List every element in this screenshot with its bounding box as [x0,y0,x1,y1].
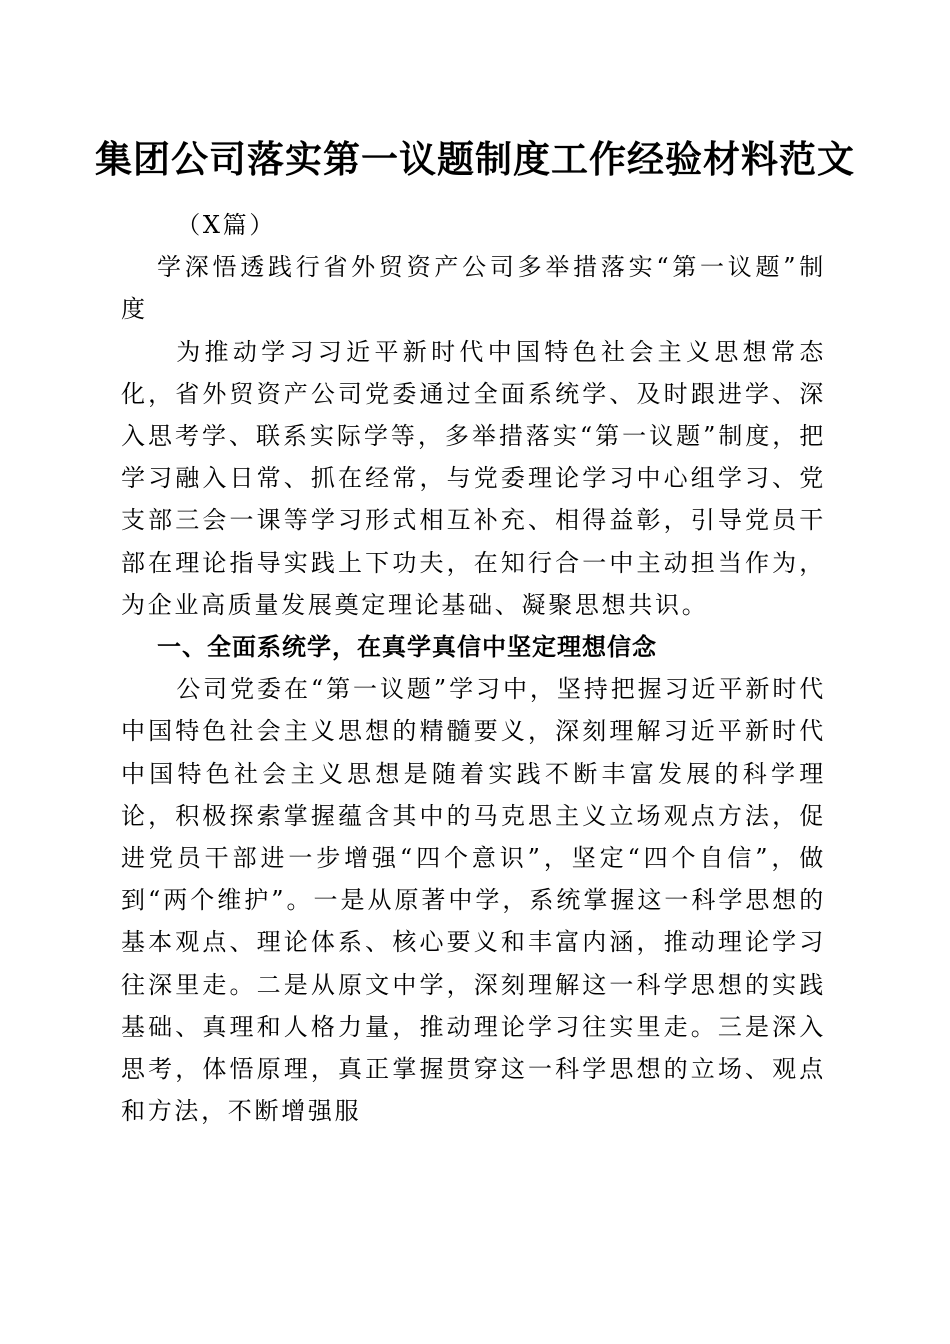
document-label: （X篇） [176,211,277,239]
document-subtitle: 学深悟透践行省外贸资产公司多举措落实“第一议题”制度 [121,253,826,324]
section-1-paragraph: 公司党委在“第一议题”学习中，坚持把握习近平新时代中国特色社会主义思想的精髓要义，深刻理解习近平新时代中国特色社会主义思想是随着实践不断丰富发展的科学理论，积极探索掌握蕴含其中的马克思主义立场观点方法，促进党员干部进一步增强“四个意识”，坚定“四个自信”，做到“两个维护”。一是从原著中学，系统掌握这一科学思想的基本观点、理论体系、核心要义和丰富内涵，推动理论学习往深里走。二是从原文中学，深刻理解这一科学思想的实践基础、真理和人格力量，推动理论学习往实里走。三是深入思考，体悟原理，真正掌握贯穿这一科学思想的立场、观点和方法，不断增强服 [121,675,826,1126]
intro-paragraph: 为推动学习习近平新时代中国特色社会主义思想常态化，省外贸资产公司党委通过全面系统学、及时跟进学、深入思考学、联系实际学等，多举措落实“第一议题”制度，把学习融入日常、抓在经常，与党委理论学习中心组学习、党支部三会一课等学习形式相互补充、相得益彰，引导党员干部在理论指导实践上下功夫，在知行合一中主动担当作为，为企业高质量发展奠定理论基础、凝聚思想共识。 [121,337,826,619]
section-heading-1: 一、全面系统学，在真学真信中坚定理想信念 [157,633,657,662]
document-title: 集团公司落实第一议题制度工作经验材料范文 [95,137,855,181]
document-body [121,204,826,1132]
